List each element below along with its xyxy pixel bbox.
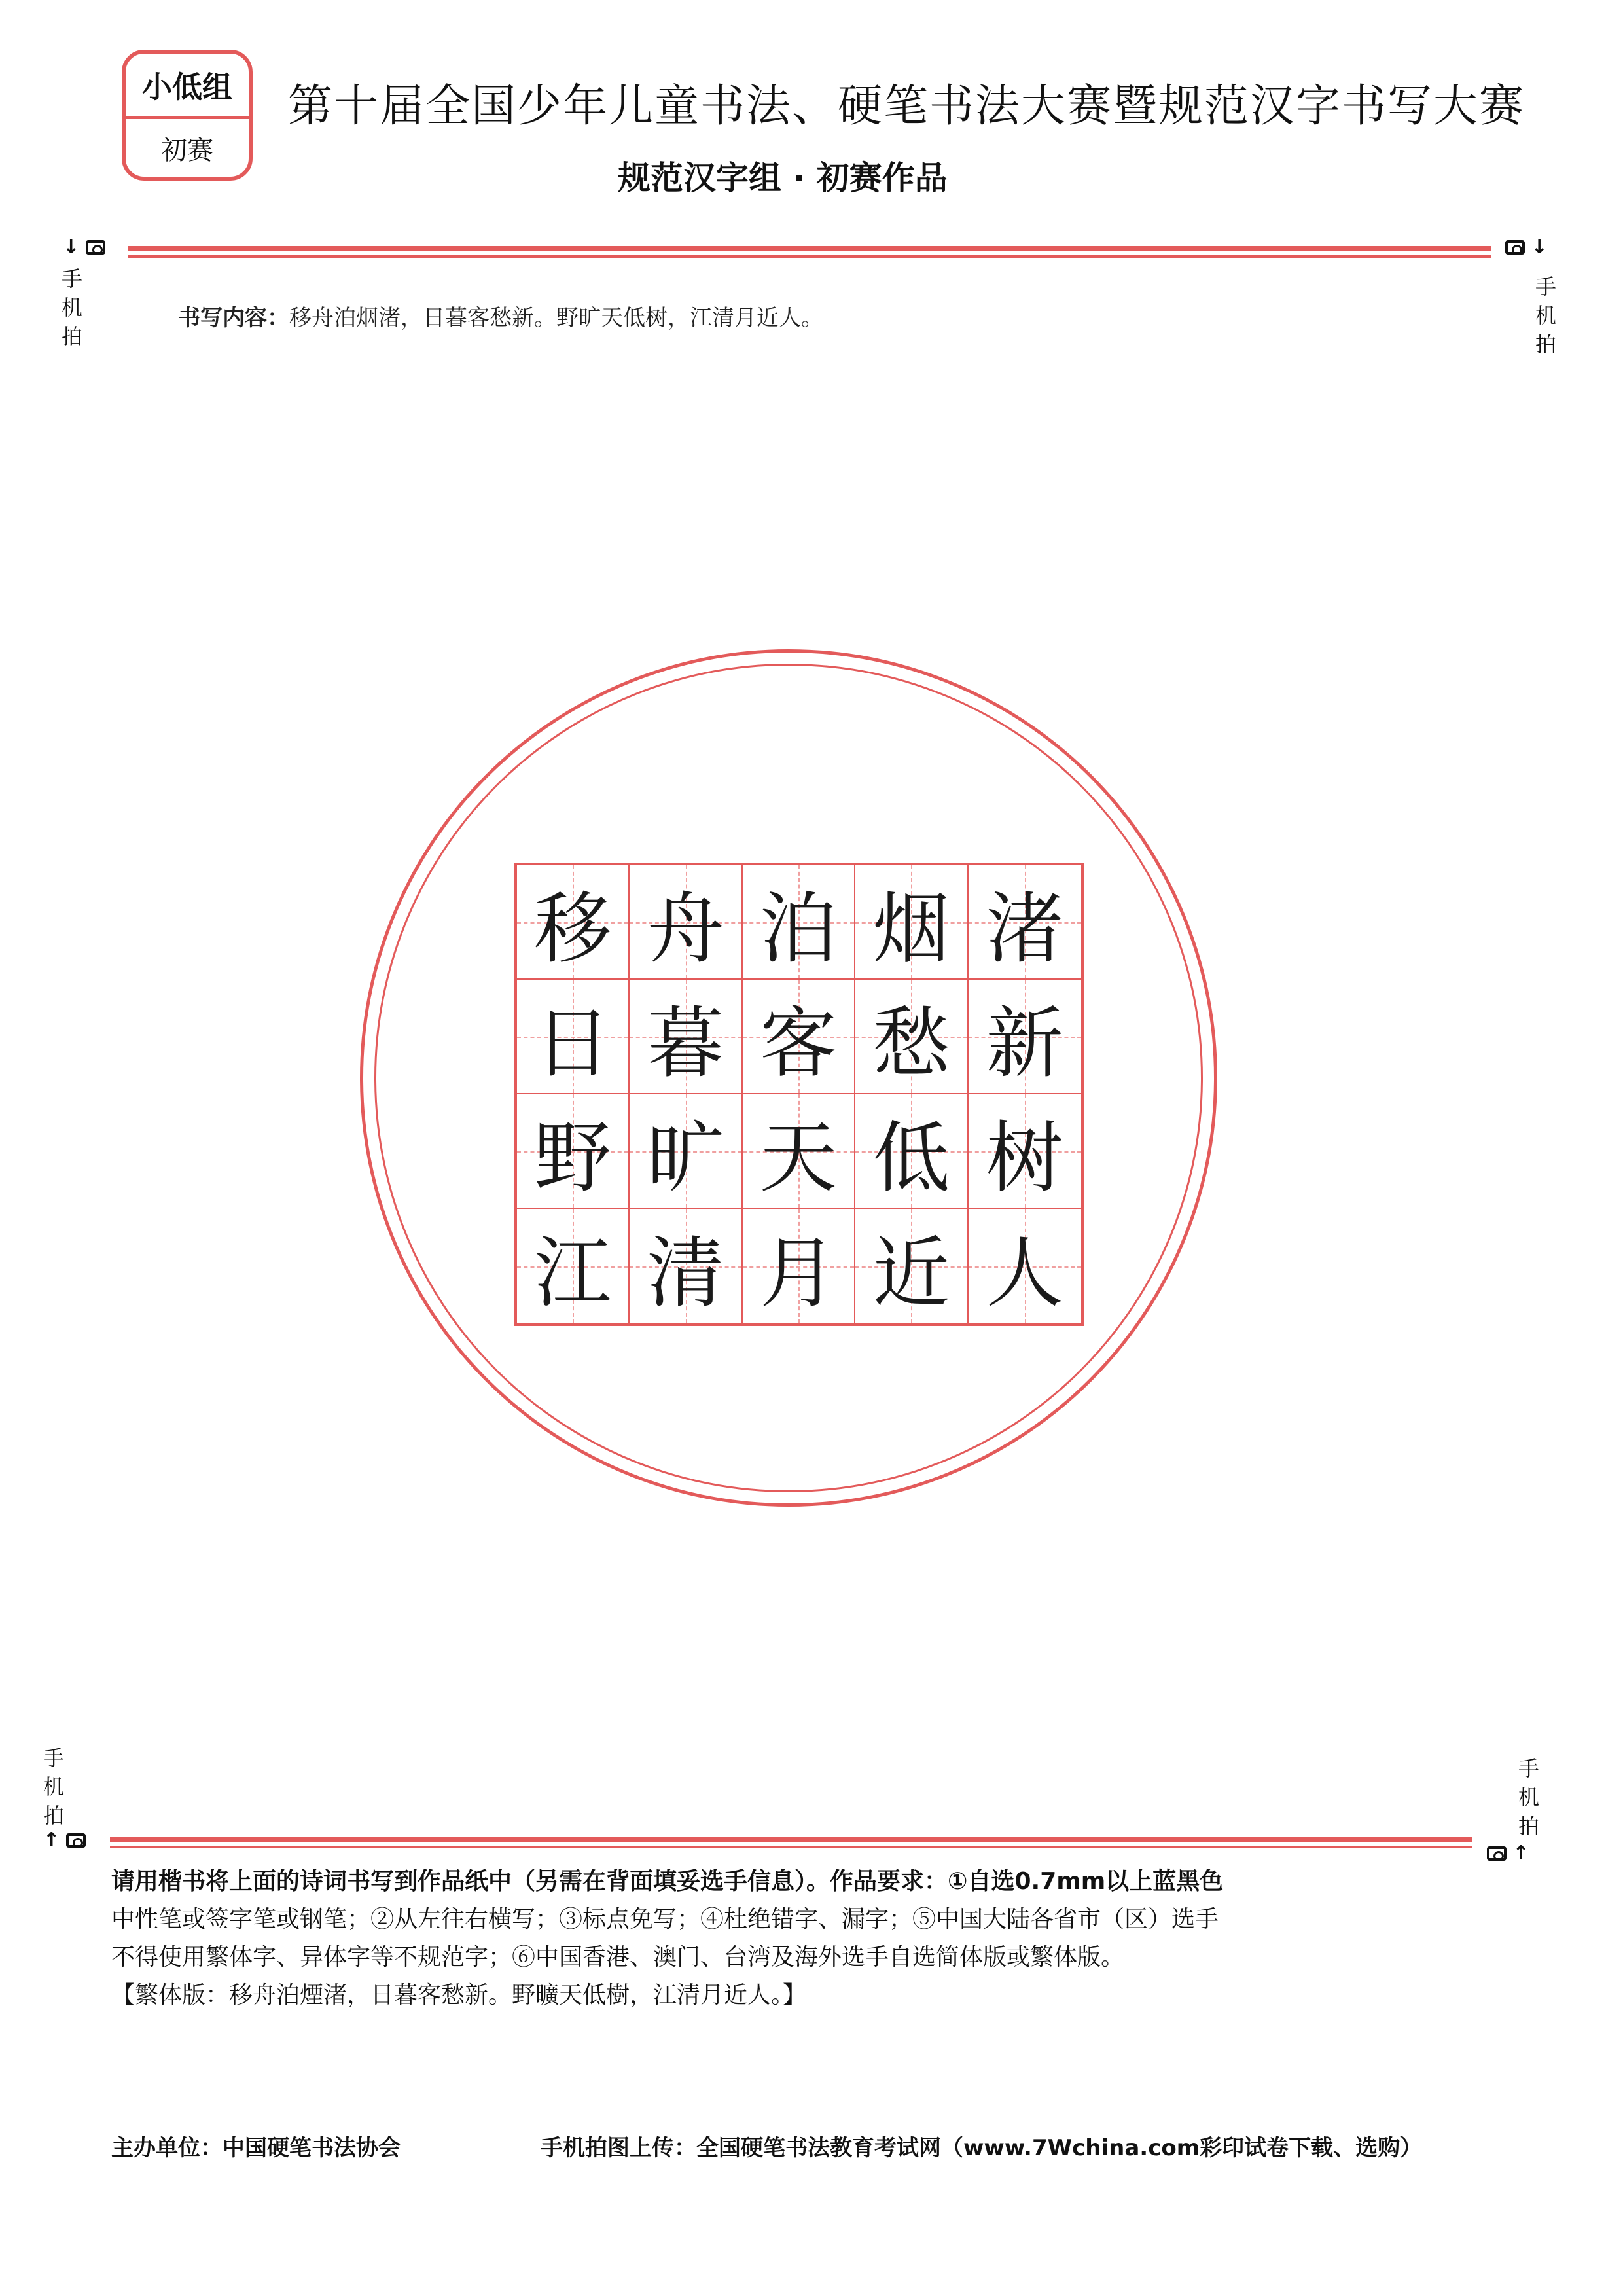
grid-cell: [743, 1209, 855, 1323]
bottom-red-rule: [110, 1837, 1472, 1851]
footer-organizer: 主办单位：中国硬笔书法协会: [111, 2135, 401, 2161]
phone-char: 拍: [61, 324, 82, 349]
bottom-left-phone-label: [41, 1744, 67, 1830]
top-left-phone-label: [59, 264, 85, 351]
arrow-down-icon: ↓: [1531, 235, 1548, 259]
grid-cell: [517, 1094, 630, 1209]
grid-cell: [743, 865, 855, 980]
phone-char: 手: [43, 1746, 64, 1770]
grid-cell: [630, 865, 742, 980]
page-title: 第十届全国少年儿童书法、硬笔书法大赛暨规范汉字书写大赛: [288, 81, 1525, 132]
phone-char: 手: [61, 266, 82, 291]
grid-cell: [855, 980, 968, 1094]
grid-cell: [969, 1209, 1081, 1323]
arrow-down-icon: ↓: [63, 235, 80, 259]
cell-char: 月: [759, 1227, 837, 1318]
writing-content-text: 移舟泊烟渚，日暮客愁新。野旷天低树，江清月近人。: [289, 305, 823, 331]
grid-cell: [630, 980, 742, 1094]
cell-char: 愁: [872, 997, 950, 1088]
phone-char: 拍: [1535, 332, 1556, 357]
grid-cell: [969, 865, 1081, 980]
grid-cell: [517, 1209, 630, 1323]
phone-char: 拍: [43, 1803, 64, 1828]
instruction-line-2: 中性笔或签字笔或钢笔；②从左往右横写；③标点免写；④杜绝错字、漏字；⑤中国大陆各省市（区）选手: [111, 1906, 1219, 1933]
phone-char: 机: [43, 1774, 64, 1799]
cell-char: 天: [759, 1112, 837, 1203]
grid-cell: [855, 1094, 968, 1209]
top-right-marker: [1505, 237, 1548, 257]
top-left-marker: [63, 237, 105, 257]
cell-char: 暮: [647, 997, 724, 1088]
grid-cell: [855, 865, 968, 980]
cell-char: 舟: [647, 883, 724, 974]
grid-cell: [517, 980, 630, 1094]
phone-char: 拍: [1518, 1814, 1539, 1839]
grid-cell: [743, 980, 855, 1094]
cell-char: 日: [534, 997, 612, 1088]
instructions-block: [111, 1863, 1486, 2015]
cell-char: 旷: [647, 1112, 724, 1203]
top-right-phone-label: [1533, 272, 1559, 359]
phone-char: 机: [1535, 303, 1556, 328]
cell-char: 清: [647, 1227, 724, 1318]
arrow-up-icon: ↑: [1512, 1841, 1529, 1865]
bottom-right-marker: [1487, 1843, 1529, 1863]
badge-group-label: 小低组: [126, 54, 249, 119]
cell-char: 客: [759, 997, 837, 1088]
instruction-line-3: 不得使用繁体字、异体字等不规范字；⑥中国香港、澳门、台湾及海外选手自选简体版或繁体版。: [111, 1944, 1125, 1971]
cell-char: 江: [534, 1227, 612, 1318]
tianzige-grid: [514, 863, 1084, 1326]
cell-char: 低: [872, 1112, 950, 1203]
page-subtitle: 规范汉字组 · 初赛作品: [618, 159, 948, 197]
phone-char: 手: [1518, 1756, 1539, 1781]
cell-char: 烟: [872, 883, 950, 974]
phone-char: 机: [61, 295, 82, 320]
cell-char: 移: [534, 883, 612, 974]
group-badge: [122, 50, 253, 181]
phone-char: 机: [1518, 1785, 1539, 1810]
grid-cell: [630, 1209, 742, 1323]
grid-cell: [517, 865, 630, 980]
instruction-line-4: 【繁体版：移舟泊煙渚，日暮客愁新。野曠天低樹，江清月近人。】: [111, 1982, 807, 2009]
phone-char: 手: [1535, 274, 1556, 299]
instruction-line-1: 请用楷书将上面的诗词书写到作品纸中（另需在背面填妥选手信息）。作品要求：①自选0.7mm以上蓝黑色: [111, 1868, 1224, 1895]
grid-cell: [630, 1094, 742, 1209]
top-red-rule: [128, 246, 1491, 260]
cell-char: 树: [986, 1112, 1063, 1203]
camera-icon: [1505, 240, 1525, 255]
writing-content-label: 书写内容：: [178, 305, 289, 331]
cell-char: 泊: [759, 883, 837, 974]
cell-char: 新: [986, 997, 1063, 1088]
arrow-up-icon: ↑: [43, 1828, 60, 1852]
badge-round-label: 初赛: [161, 135, 213, 166]
camera-icon: [66, 1833, 86, 1848]
grid-cell: [743, 1094, 855, 1209]
camera-icon: [86, 240, 105, 255]
grid-cell: [855, 1209, 968, 1323]
bottom-right-phone-label: [1516, 1754, 1542, 1840]
grid-cell: [969, 980, 1081, 1094]
cell-char: 渚: [986, 883, 1063, 974]
camera-icon: [1487, 1846, 1507, 1861]
cell-char: 野: [534, 1112, 612, 1203]
cell-char: 近: [872, 1227, 950, 1318]
bottom-left-marker: [43, 1830, 86, 1850]
cell-char: 人: [986, 1227, 1063, 1318]
grid-cell: [969, 1094, 1081, 1209]
footer-upload-info: 手机拍图上传：全国硬笔书法教育考试网（www.7Wchina.com彩印试卷下载、选购）: [541, 2135, 1423, 2161]
writing-content: [178, 300, 823, 332]
